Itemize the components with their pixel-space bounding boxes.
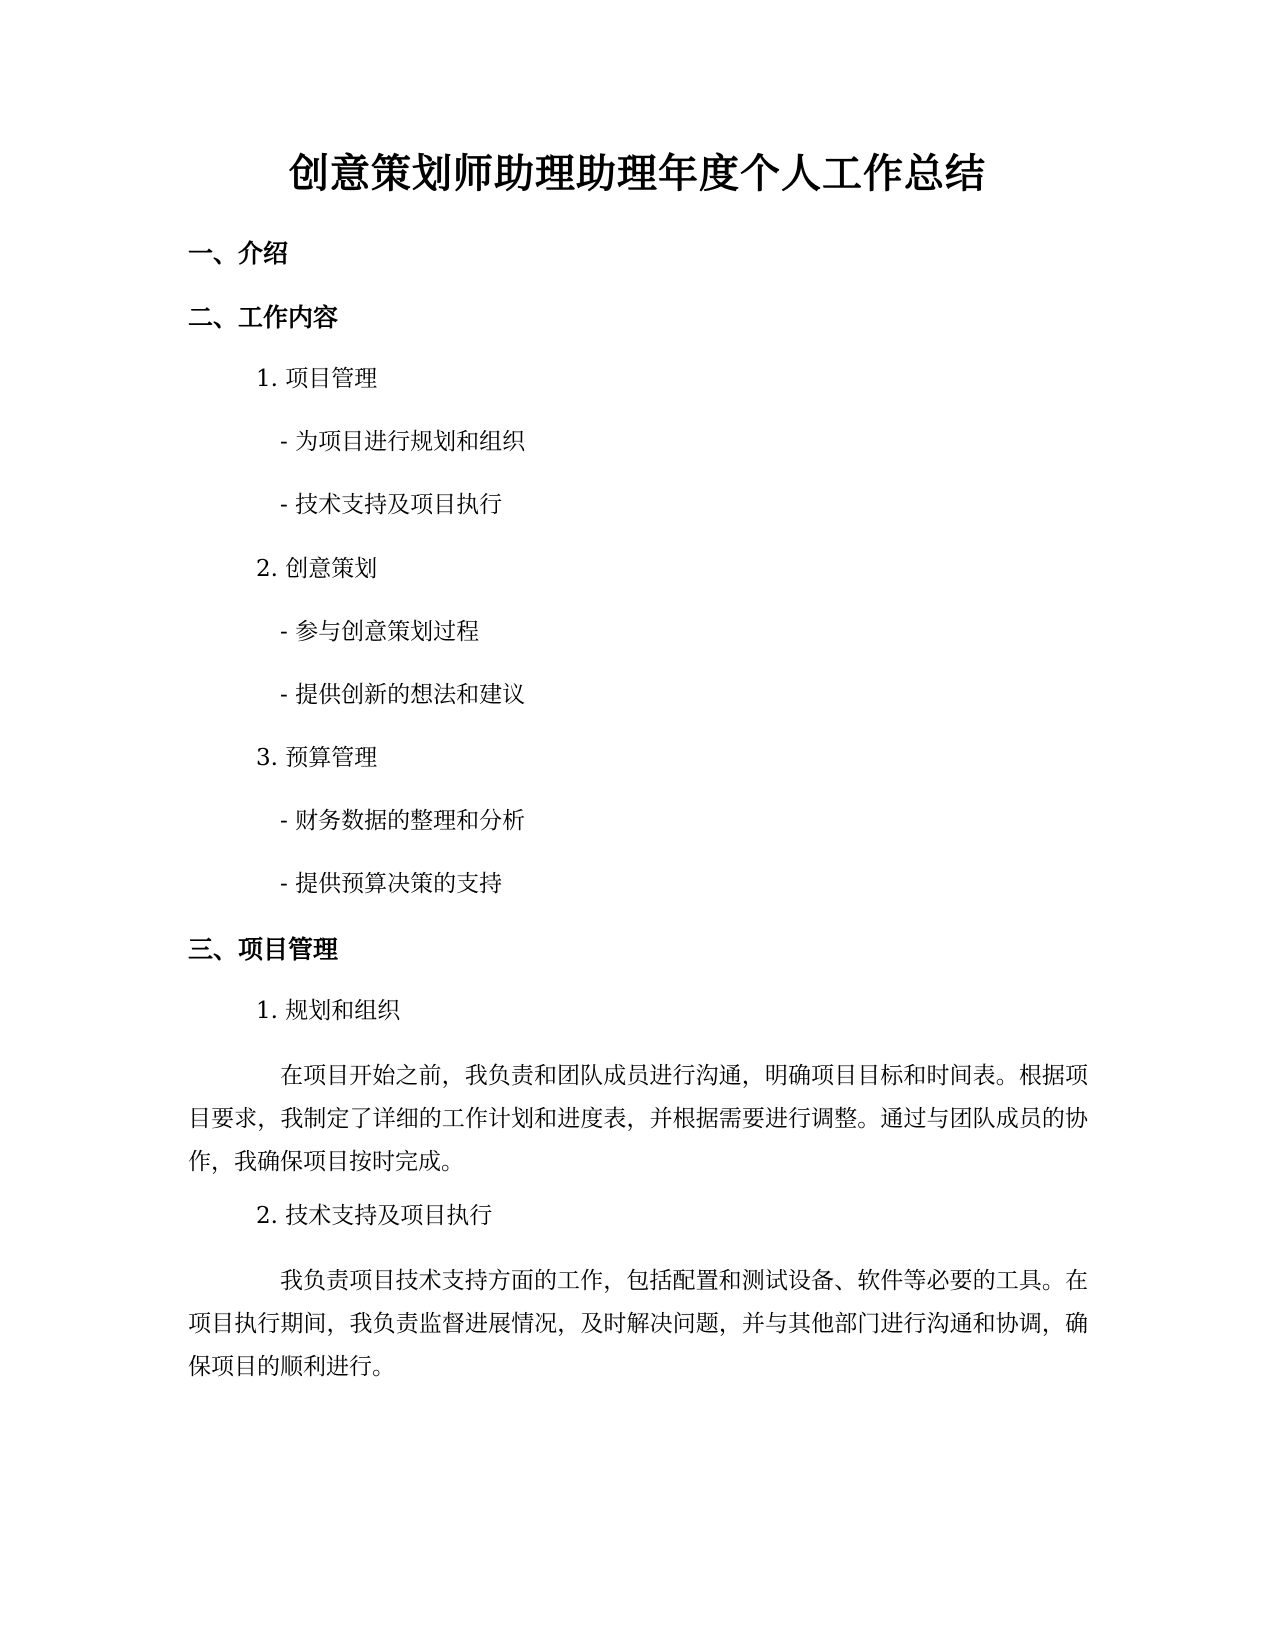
- paragraph-tech-support-execution: 我负责项目技术支持方面的工作，包括配置和测试设备、软件等必要的工具。在项目执行期间，我负责监督进展情况，及时解决问题，并与其他部门进行沟通和协调，确保项目的顺利进行。: [188, 1268, 1088, 1380]
- list-item-creative-planning: 2. 创意策划: [256, 556, 378, 582]
- list-subitem: - 技术支持及项目执行: [280, 492, 503, 518]
- list-item-tech-support-execution: 2. 技术支持及项目执行: [256, 1203, 493, 1229]
- list-subitem: - 提供创新的想法和建议: [280, 682, 526, 708]
- list-subitem: - 提供预算决策的支持: [280, 871, 503, 897]
- section-heading-work-content: 二、工作内容: [188, 303, 339, 332]
- section-heading-project-management: 三、项目管理: [188, 935, 339, 964]
- list-subitem: - 财务数据的整理和分析: [280, 808, 526, 834]
- section-heading-intro: 一、介绍: [188, 239, 289, 268]
- list-item-planning-organizing: 1. 规划和组织: [256, 998, 401, 1024]
- document-title: 创意策划师助理助理年度个人工作总结: [289, 151, 986, 197]
- list-item-project-management: 1. 项目管理: [256, 366, 378, 392]
- paragraph-planning-organizing: 在项目开始之前，我负责和团队成员进行沟通，明确项目目标和时间表。根据项目要求，我制定了详细的工作计划和进度表，并根据需要进行调整。通过与团队成员的协作，我确保项目按时完成。: [188, 1063, 1088, 1175]
- list-item-budget-management: 3. 预算管理: [256, 745, 378, 771]
- list-subitem: - 参与创意策划过程: [280, 619, 480, 645]
- list-subitem: - 为项目进行规划和组织: [280, 429, 526, 455]
